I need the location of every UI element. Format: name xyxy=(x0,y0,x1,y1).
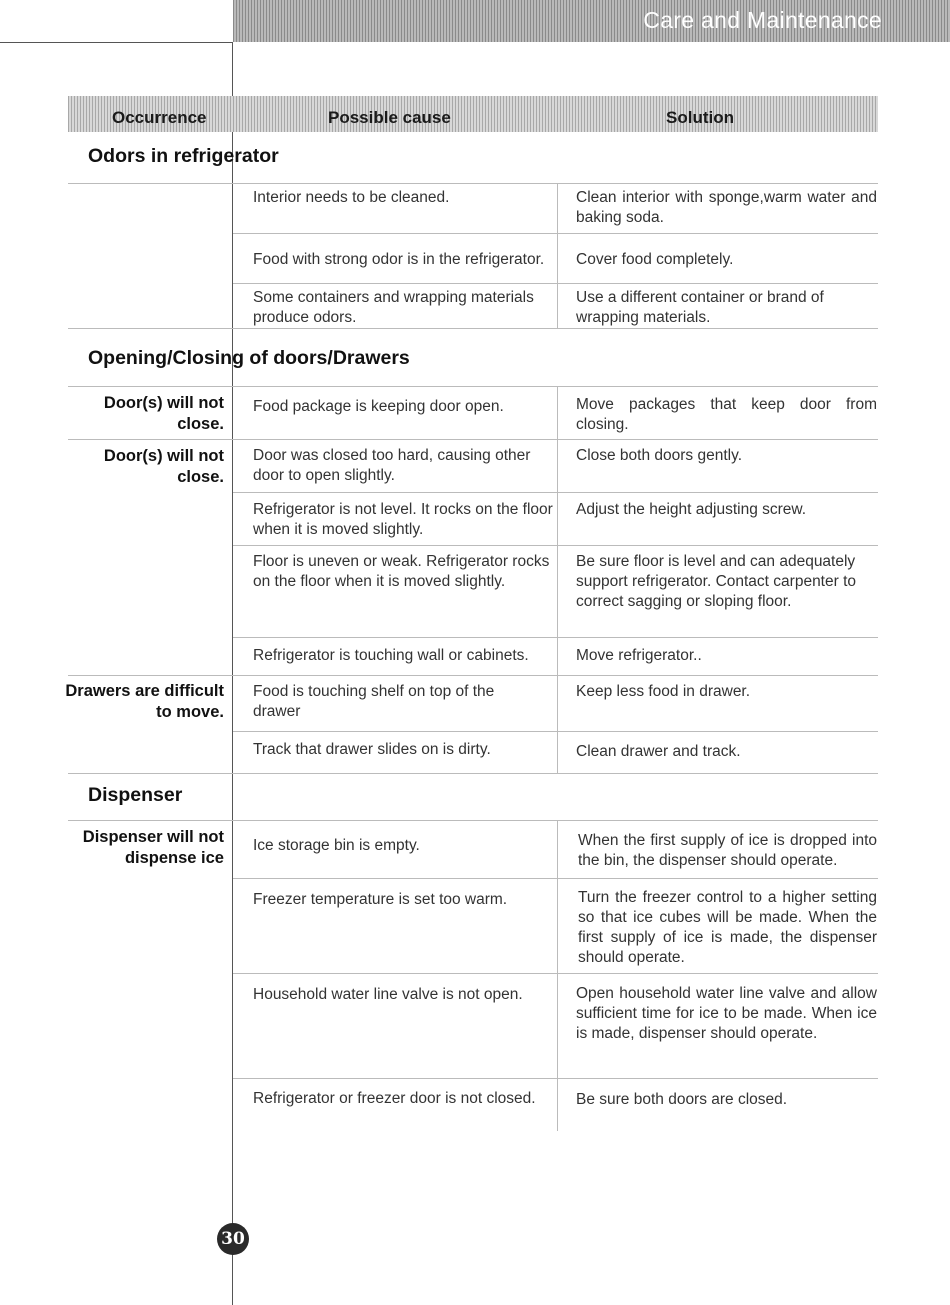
header-band xyxy=(233,0,950,42)
row-divider xyxy=(233,283,878,284)
row-divider xyxy=(233,731,878,732)
margin-line xyxy=(232,42,233,1305)
divider xyxy=(68,773,878,774)
solution-text: Move packages that keep door from closing. xyxy=(576,396,877,433)
section-title-doors: Opening/Closing of doors/Drawers xyxy=(88,347,410,369)
cause-text: Food package is keeping door open. xyxy=(253,398,504,415)
section-title-odors: Odors in refrigerator xyxy=(88,145,279,167)
row-divider xyxy=(233,1078,878,1079)
header-title: Care and Maintenance xyxy=(643,7,882,33)
solution-text: Be sure both doors are closed. xyxy=(576,1091,788,1108)
solution-text: Be sure floor is level and can adequately support refrigerator. Contact carpenter to correct sagging or sloping floor. xyxy=(576,553,857,610)
occurrence-label: Door(s) will not close. xyxy=(103,394,224,433)
solution-text: Use a different container or brand of wrapping materials. xyxy=(576,289,824,326)
cause-text: Ice storage bin is empty. xyxy=(253,837,420,854)
solution-text: Clean interior with sponge,warm water and baking soda. xyxy=(576,189,877,226)
solution-text: Cover food completely. xyxy=(576,251,734,268)
divider xyxy=(68,328,878,329)
solution-text: Turn the freezer control to a higher setting so that ice cubes will be made. When the first supply of ice is made, the dispenser should operate. xyxy=(578,889,877,966)
row-divider xyxy=(233,545,878,546)
divider xyxy=(68,439,878,440)
row-divider xyxy=(233,233,878,234)
column-solution: Solution xyxy=(666,108,734,127)
divider xyxy=(68,183,878,184)
column-header-band xyxy=(68,96,878,132)
row-divider xyxy=(233,878,878,879)
column-divider xyxy=(557,387,558,773)
occurrence-label: Door(s) will not close. xyxy=(103,447,224,486)
occurrence-label: Dispenser will not dispense ice xyxy=(82,828,224,867)
page-number: 30 xyxy=(217,1223,249,1255)
row-divider xyxy=(233,973,878,974)
solution-text: Close both doors gently. xyxy=(576,447,743,464)
occurrence-label: Drawers are difficult to move. xyxy=(65,682,224,721)
divider xyxy=(68,820,878,821)
cause-text: Door was closed too hard, causing other door to open slightly. xyxy=(253,447,531,484)
header-rule xyxy=(0,42,233,43)
cause-text: Food is touching shelf on top of the drawer xyxy=(253,683,495,720)
cause-text: Some containers and wrapping materials produce odors. xyxy=(253,289,534,326)
divider xyxy=(68,386,878,387)
cause-text: Track that drawer slides on is dirty. xyxy=(253,741,491,758)
solution-text: Move refrigerator.. xyxy=(576,647,702,664)
cause-text: Refrigerator or freezer door is not closed. xyxy=(253,1090,536,1107)
solution-text: Clean drawer and track. xyxy=(576,743,741,760)
divider xyxy=(68,675,878,676)
column-occurrence: Occurrence xyxy=(112,108,207,127)
cause-text: Refrigerator is not level. It rocks on the floor when it is moved slightly. xyxy=(253,501,553,538)
section-title-dispenser: Dispenser xyxy=(88,784,183,806)
column-divider xyxy=(557,184,558,328)
cause-text: Floor is uneven or weak. Refrigerator rocks on the floor when it is moved slightly. xyxy=(253,553,550,590)
cause-text: Freezer temperature is set too warm. xyxy=(253,891,508,908)
solution-text: Adjust the height adjusting screw. xyxy=(576,501,807,518)
column-divider xyxy=(557,821,558,1131)
cause-text: Refrigerator is touching wall or cabinets. xyxy=(253,647,529,664)
solution-text: Open household water line valve and allow sufficient time for ice to be made. When ice is made, dispenser should operate. xyxy=(576,985,877,1042)
cause-text: Food with strong odor is in the refrigerator. xyxy=(253,251,545,268)
solution-text: When the first supply of ice is dropped into the bin, the dispenser should operate. xyxy=(578,832,877,869)
solution-text: Keep less food in drawer. xyxy=(576,683,751,700)
column-cause: Possible cause xyxy=(328,108,451,127)
row-divider xyxy=(233,492,878,493)
cause-text: Interior needs to be cleaned. xyxy=(253,189,450,206)
row-divider xyxy=(233,637,878,638)
cause-text: Household water line valve is not open. xyxy=(253,986,523,1003)
